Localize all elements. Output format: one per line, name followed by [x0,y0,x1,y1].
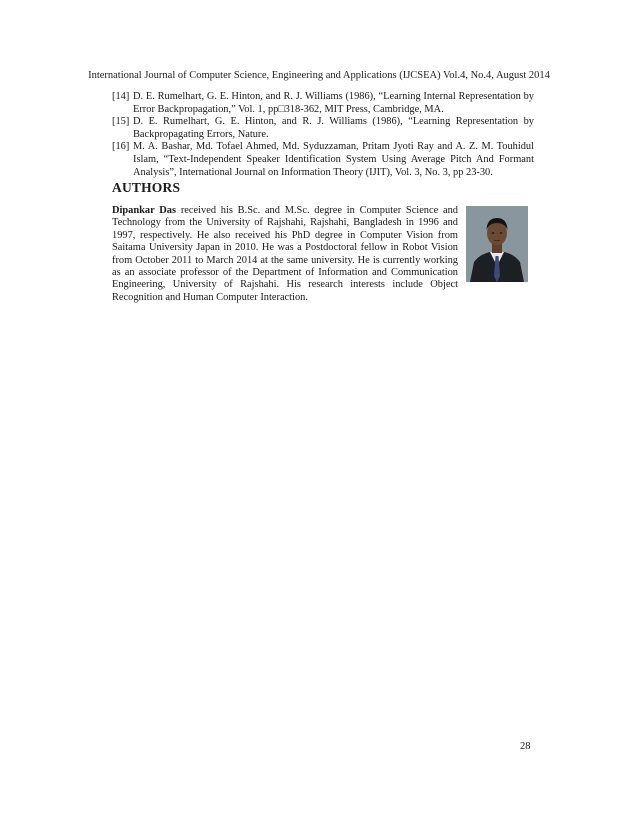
authors-heading: AUTHORS [112,180,181,195]
author-portrait-image [466,206,528,282]
reference-item [112,116,534,141]
journal-header: International Journal of Computer Science, Engineering and Applications (IJCSEA) Vol.4, No.4, August 2014 [88,70,550,81]
reference-text: D. E. Rumelhart, G. E. Hinton, and R. J. Williams (1986), “Learning Internal Representation by Error Backpropagation,” Vol. 1, pp□318-362, MIT Press, Cambridge, MA. [133,91,534,115]
reference-number: [16] [112,141,130,153]
reference-list [112,91,534,179]
author-name: Dipankar Das [112,205,177,216]
reference-text: D. E. Rumelhart, G. E. Hinton, and R. J. Williams (1986), “Learning Representation by Backpropagating Errors, Nature. [133,116,534,140]
author-bio [112,205,458,304]
reference-number: [14] [112,91,130,102]
reference-item [112,91,534,116]
reference-text: M. A. Bashar, Md. Tofael Ahmed, Md. Syduzzaman, Pritam Jyoti Ray and A. Z. M. Touhidul Islam, “Text-Independent Speaker Identification System Using Average Pitch And Formant Analysis”, International Journal on Information Theory (IJIT), Vol. 3, No. 3, pp 23-30. [133,141,534,178]
author-bio-text: received his B.Sc. and M.Sc. degree in Computer Science and Technology from the University of Rajshahi, Rajshahi, Bangladesh in 1996 and 1997, respectively. He also received his PhD degree in Computer Vision from Saitama University Japan in 2010. He was a Postdoctoral fellow in Robot Vision from October 2011 to March 2014 at the same university. He is currently working as an associate professor of the Department of Information and Communication Engineering, University of Rajshahi. His research interests include Object Recognition and Human Computer Interaction. [112,205,458,303]
author-photo [466,206,528,282]
reference-number: [15] [112,116,130,128]
reference-item [112,141,534,179]
page-number: 28 [520,741,531,752]
